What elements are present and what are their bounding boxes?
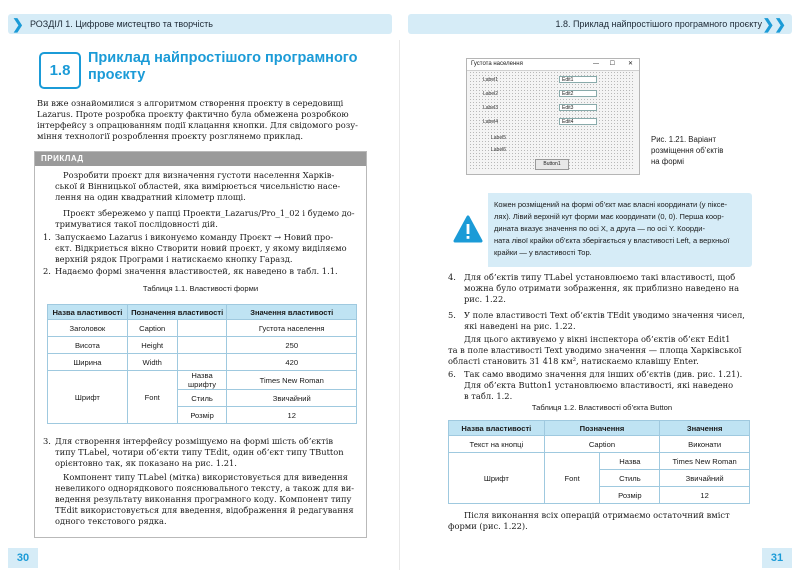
example-para3: Компонент типу TLabel (мітка) використовується для виведення невеликого однорядкового пояснювального тексту, а також для ви- ведення результату виконання програмного коду. Компонент типу TEdit використовується для введення, відображення й редагування одного текстового рядка. bbox=[55, 472, 355, 526]
double-chevron-icon: ❯❯ bbox=[762, 16, 786, 32]
table-row: Розмір 12 bbox=[449, 487, 750, 504]
form-canvas bbox=[469, 71, 635, 171]
edit-1: Edit1 bbox=[559, 76, 597, 83]
step-1-number: 1. bbox=[43, 232, 51, 242]
section-title: Приклад найпростішого програмного проєкту bbox=[88, 50, 358, 83]
step-5: У поле властивості Text об’єктів TEdit уводимо значення чисел, які наведені на рис. 1.22. bbox=[464, 310, 745, 331]
example-label: ПРИКЛАД bbox=[35, 152, 366, 166]
table-row: Шрифт Font Назва шрифту Times New Roman bbox=[48, 371, 357, 390]
step-4-number: 4. bbox=[448, 272, 456, 282]
header-left bbox=[8, 14, 392, 34]
step-6: Так само вводимо значення для інших об’єктів (див. рис. 1.21). Для об’єкта Button1 установлюємо властивості, які наведено в табл. 1.2. bbox=[464, 369, 743, 401]
label-5: Label5 bbox=[491, 135, 507, 141]
table-row: Текст на кнопці Caption Виконати bbox=[449, 436, 750, 453]
step-1: Запускаємо Lazarus і виконуємо команду Проєкт → Новий про- єкт. Відкриється вікно Створити новий проєкт, у якому виділяємо верхній рядок Програми і натискаємо кнопку Гаразд. bbox=[55, 232, 347, 264]
table-row: Стиль Звичайний bbox=[48, 390, 357, 407]
section-number: 1.8 bbox=[39, 52, 81, 89]
step-5-number: 5. bbox=[448, 310, 456, 320]
close-icon: ✕ bbox=[627, 61, 633, 67]
para-5: Для цього активуємо у вікні інспектора об’єктів об’єкт Edit1 та в поле властивості Text уводимо значення — площа Харківської області становить 31 418 км², натискаємо клавішу Enter. bbox=[448, 334, 742, 366]
window-title: Густота населення bbox=[471, 61, 523, 67]
header-right-text: 1.8. Приклад найпростішого програмного проєкту bbox=[555, 19, 762, 29]
table-form-properties bbox=[47, 304, 357, 424]
table-row: Розмір 12 bbox=[48, 407, 357, 424]
final-paragraph: Після виконання всіх операцій отримаємо остаточний вміст форми (рис. 1.22). bbox=[448, 510, 730, 531]
example-para1: Розробити проєкт для визначення густоти населення Харків- ської й Вінницької областей, яка вимірюється чисельністю насе- лення на один квадратний кілометр площі. bbox=[55, 170, 341, 202]
step-2: Надаємо формі значення властивостей, як наведено в табл. 1.1. bbox=[55, 266, 338, 276]
step-3: Для створення інтерфейсу розміщуємо на формі шість об’єктів типу TLabel, чотири об’єкти типу TEdit, один об’єкт типу TButton орієнтовно так, як показано на рис. 1.21. bbox=[55, 436, 344, 468]
label-4: Label4 bbox=[483, 119, 499, 125]
figure-caption: Рис. 1.21. Варіант розміщення об’єктів на формі bbox=[651, 135, 724, 166]
example-para2: Проєкт збережемо у папці Проекти_Lazarus/Pro_1_02 і будемо до- тримуватися такої послідовності дій. bbox=[55, 208, 355, 229]
table-row: Шрифт Font Назва Times New Roman bbox=[449, 453, 750, 470]
header-right bbox=[408, 14, 792, 34]
table-row: Висота Height 250 bbox=[48, 337, 357, 354]
header-left-text: РОЗДІЛ 1. Цифрове мистецтво та творчість bbox=[30, 19, 213, 29]
table2-header: Значення bbox=[660, 421, 750, 436]
step-2-number: 2. bbox=[43, 266, 51, 276]
button-1: Button1 bbox=[535, 159, 569, 170]
label-2: Label2 bbox=[483, 91, 499, 97]
label-6: Label6 bbox=[491, 147, 507, 153]
table2-header: Позначення bbox=[544, 421, 660, 436]
minimize-icon: — bbox=[593, 61, 599, 67]
step-4: Для об’єктів типу TLabel установлюємо такі властивості, щоб можна було отримати зображення, як приблизно наведено на рис. 1.22. bbox=[464, 272, 740, 304]
edit-2: Edit2 bbox=[559, 90, 597, 97]
warning-icon bbox=[448, 193, 488, 267]
table2-header: Назва властивості bbox=[449, 421, 545, 436]
step-6-number: 6. bbox=[448, 369, 456, 379]
table2-caption: Таблиця 1.2. Властивості об’єкта Button bbox=[531, 403, 673, 412]
maximize-icon: ☐ bbox=[609, 61, 615, 67]
edit-4: Edit4 bbox=[559, 118, 597, 125]
table1-header: Назва властивості bbox=[48, 305, 128, 320]
table1-header: Значення властивості bbox=[227, 305, 357, 320]
note-text: Кожен розміщений на формі об’єкт має власні координати (у піксе- лях). Лівий верхній кут форми має координати (0, 0). Перша коор- дината вказує значення по осі X, а друга — по осі Y. Коорди- ната лівої крайки об’єкта зберігається у властивості Left, а верхньої крайки — у властивості Top. bbox=[494, 200, 730, 257]
edit-3: Edit3 bbox=[559, 104, 597, 111]
warning-panel bbox=[448, 193, 488, 267]
page-number-right: 31 bbox=[762, 548, 792, 568]
table-row: Стиль Звичайний bbox=[449, 470, 750, 487]
step-3-number: 3. bbox=[43, 436, 51, 446]
label-1: Label1 bbox=[483, 77, 499, 83]
table1-header: Позначення властивості bbox=[127, 305, 227, 320]
chevron-right-icon: ❯ bbox=[12, 16, 24, 32]
form-window bbox=[466, 58, 640, 175]
intro-paragraph: Ви вже ознайомилися з алгоритмом створення проєкту в середовищі Lazarus. Проте розробка проєкту фактично була обмежена розробкою інтерфейсу з опрацюванням події клацання кнопки. Для свідомого розу- міння технології розроблення проєкту розглянемо приклад. bbox=[37, 98, 358, 141]
note-box bbox=[448, 193, 752, 267]
page-number-left: 30 bbox=[8, 548, 38, 568]
table-row: Заголовок Caption Густота населення bbox=[48, 320, 357, 337]
table1-caption: Таблиця 1.1. Властивості форми bbox=[142, 284, 259, 293]
window-titlebar bbox=[467, 59, 639, 71]
label-3: Label3 bbox=[483, 105, 499, 111]
table-button-properties bbox=[448, 420, 750, 504]
example-box bbox=[34, 151, 367, 538]
table-row: Ширина Width 420 bbox=[48, 354, 357, 371]
page-divider bbox=[399, 40, 400, 570]
